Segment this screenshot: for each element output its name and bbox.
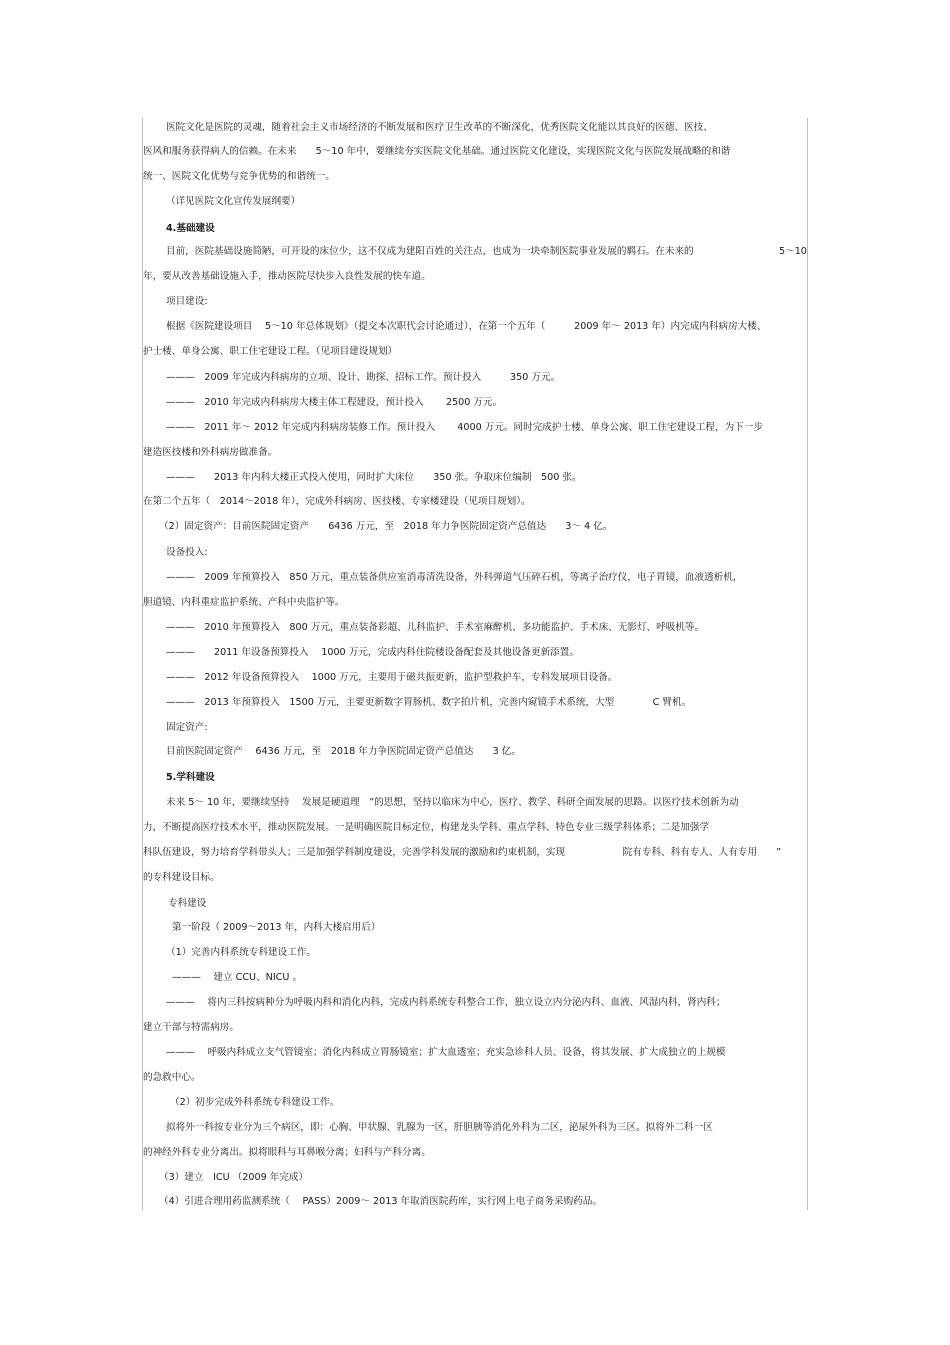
text-line: 5～10 bbox=[779, 246, 807, 257]
text-line: （2）固定资产：目前医院固定资产 6436 万元，至 2018 年力争医院固定资产总值达 3～ 4 亿。 bbox=[159, 521, 613, 532]
text-line: 的急救中心。 bbox=[143, 1072, 201, 1083]
text-line: ——— 呼吸内科成立支气管镜室；消化内科成立胃肠镜室；扩大血透室；充实急诊科人员、设备，将其发展、扩大成独立的上规模 bbox=[166, 1047, 726, 1058]
text-line: 的神经外科专业分离出。拟将眼科与耳鼻喉分离；妇科与产科分离。 bbox=[143, 1147, 431, 1158]
section-heading: 5.学科建设 bbox=[166, 772, 215, 783]
text-line: ——— 2013 年内科大楼正式投入使用，同时扩大床位 350 张。争取床位编制 500 张。 bbox=[166, 472, 582, 483]
text-line: 拟将外一科按专业分为三个病区，即：心胸、甲状腺、乳腺为一区，肝胆胰等消化外科为二区，泌尿外科为三区。拟将外二科一区 bbox=[166, 1122, 713, 1133]
text-line: （1）完善内科系统专科建设工作。 bbox=[166, 947, 317, 958]
text-line: 年，要从改善基础设施入手，推动医院尽快步入良性发展的快车道。 bbox=[143, 271, 431, 282]
text-line: ——— 2010 年完成内科病房大楼主体工程建设，预计投入 2500 万元。 bbox=[166, 397, 503, 408]
text-line: （详见医院文化宣传发展纲要） bbox=[166, 196, 301, 207]
text-line: 根据《医院建设项目 5～10 年总体规划》（提交本次职代会讨论通过），在第一个五年（ 2009 年～ 2013 年）内完成内科病房大楼、 bbox=[166, 321, 767, 332]
text-line: 未来 5～ 10 年，要继续坚持 发展是硬道理 ”的思想，坚持以临床为中心，医疗、教学、科研全面发展的思路。以医疗技术创新为动 bbox=[166, 797, 739, 808]
text-line: 胆道镜、内科重症监护系统、产科中央监护等。 bbox=[143, 597, 345, 608]
text-line: 专科建设 bbox=[168, 898, 207, 909]
text-line: ——— 2011 年～ 2012 年完成内科病房装修工作。预计投入 4000 万元。同时完成护士楼、单身公寓、职工住宅建设工程，为下一步 bbox=[166, 422, 763, 433]
text-line: 设备投入: bbox=[166, 547, 208, 558]
text-line: 第一阶段（ 2009～2013 年，内科大楼启用后） bbox=[172, 922, 381, 933]
text-line: （2）初步完成外科系统专科建设工作。 bbox=[170, 1097, 340, 1108]
text-line: 的专科建设目标。 bbox=[143, 872, 220, 883]
text-line: ——— 2013 年预算投入 1500 万元，主要更新数字胃肠机、数字拍片机，完善内窥镜手术系统，大型 C 臂机。 bbox=[166, 697, 692, 708]
text-line: 建立干部与特需病房。 bbox=[143, 1022, 239, 1033]
text-line: （3）建立 ICU （2009 年完成） bbox=[159, 1172, 309, 1183]
text-line: 在第二个五年（ 2014～2018 年），完成外科病房、医技楼、专家楼建设（见项目规划）。 bbox=[143, 496, 531, 507]
section-heading: 4.基础建设 bbox=[166, 223, 215, 234]
text-line: 医风和服务获得病人的信赖。在未来 5～10 年中，要继续夯实医院文化基础。通过医院文化建设，实现医院文化与医院发展战略的和谐 bbox=[143, 146, 731, 157]
page-border-right bbox=[807, 118, 808, 1210]
text-line: 护士楼、单身公寓、职工住宅建设工程。（见项目建设规划） bbox=[143, 346, 398, 357]
text-line: 统一、医院文化优势与竞争优势的和谐统一。 bbox=[143, 171, 335, 182]
text-line: ——— 2009 年完成内科病房的立项、设计、勘探、招标工作。预计投入 350 万元。 bbox=[166, 372, 561, 383]
text-line: ——— 2012 年设备预算投入 1000 万元，主要用于磁共振更新，监护型救护车，专科发展项目设备。 bbox=[166, 672, 618, 683]
text-line: 目前，医院基础设施简陋，可开设的床位少，这不仅成为建阳百姓的关注点，也成为一块牵制医院事业发展的羁石。在未来的 bbox=[166, 246, 694, 257]
text-line: 项目建设: bbox=[166, 296, 208, 307]
text-line: ——— 2010 年预算投入 800 万元，重点装备彩超、儿科监护、手术室麻醉机、多功能监护、手术床、无影灯、呼吸机等。 bbox=[166, 622, 705, 633]
text-line: （4）引进合理用药监测系统（ PASS）2009～ 2013 年取消医院药库，实行网上电子商务采购药品。 bbox=[159, 1196, 602, 1207]
text-line: 力，不断提高医疗技术水平，推动医院发展。一是明确医院目标定位，构建龙头学科、重点学科、特色专业三级学科体系；二是加强学 bbox=[143, 822, 710, 833]
text-line: ——— 2009 年预算投入 850 万元，重点装备供应室消毒清洗设备，外科弹道气压碎石机，等离子治疗仪，电子胃镜，血液透析机， bbox=[166, 572, 743, 583]
text-line: 建造医技楼和外科病房做准备。 bbox=[143, 447, 278, 458]
text-line: 固定资产: bbox=[166, 722, 208, 733]
text-line: 目前医院固定资产 6436 万元，至 2018 年力争医院固定资产总值达 3 亿。 bbox=[166, 746, 521, 757]
text-line: 科队伍建设，努力培育学科带头人；三是加强学科制度建设，完善学科发展的激励和约束机制，实现 院有专科、科有专人、人有专用 ” bbox=[143, 847, 782, 858]
text-line: ——— 2011 年设备预算投入 1000 万元，完成内科住院楼设备配套及其他设备更新添置。 bbox=[166, 647, 579, 658]
text-line: ——— 建立 CCU、NICU 。 bbox=[172, 972, 303, 983]
text-line: 医院文化是医院的灵魂，随着社会主义市场经济的不断发展和医疗卫生改革的不断深化，优秀医院文化能以其良好的医德、医技、 bbox=[166, 122, 713, 133]
text-line: ——— 将内三科按病种分为呼吸内科和消化内科，完成内科系统专科整合工作，独立设立内分泌内科、血液、风湿内科，肾内科； bbox=[166, 997, 726, 1008]
